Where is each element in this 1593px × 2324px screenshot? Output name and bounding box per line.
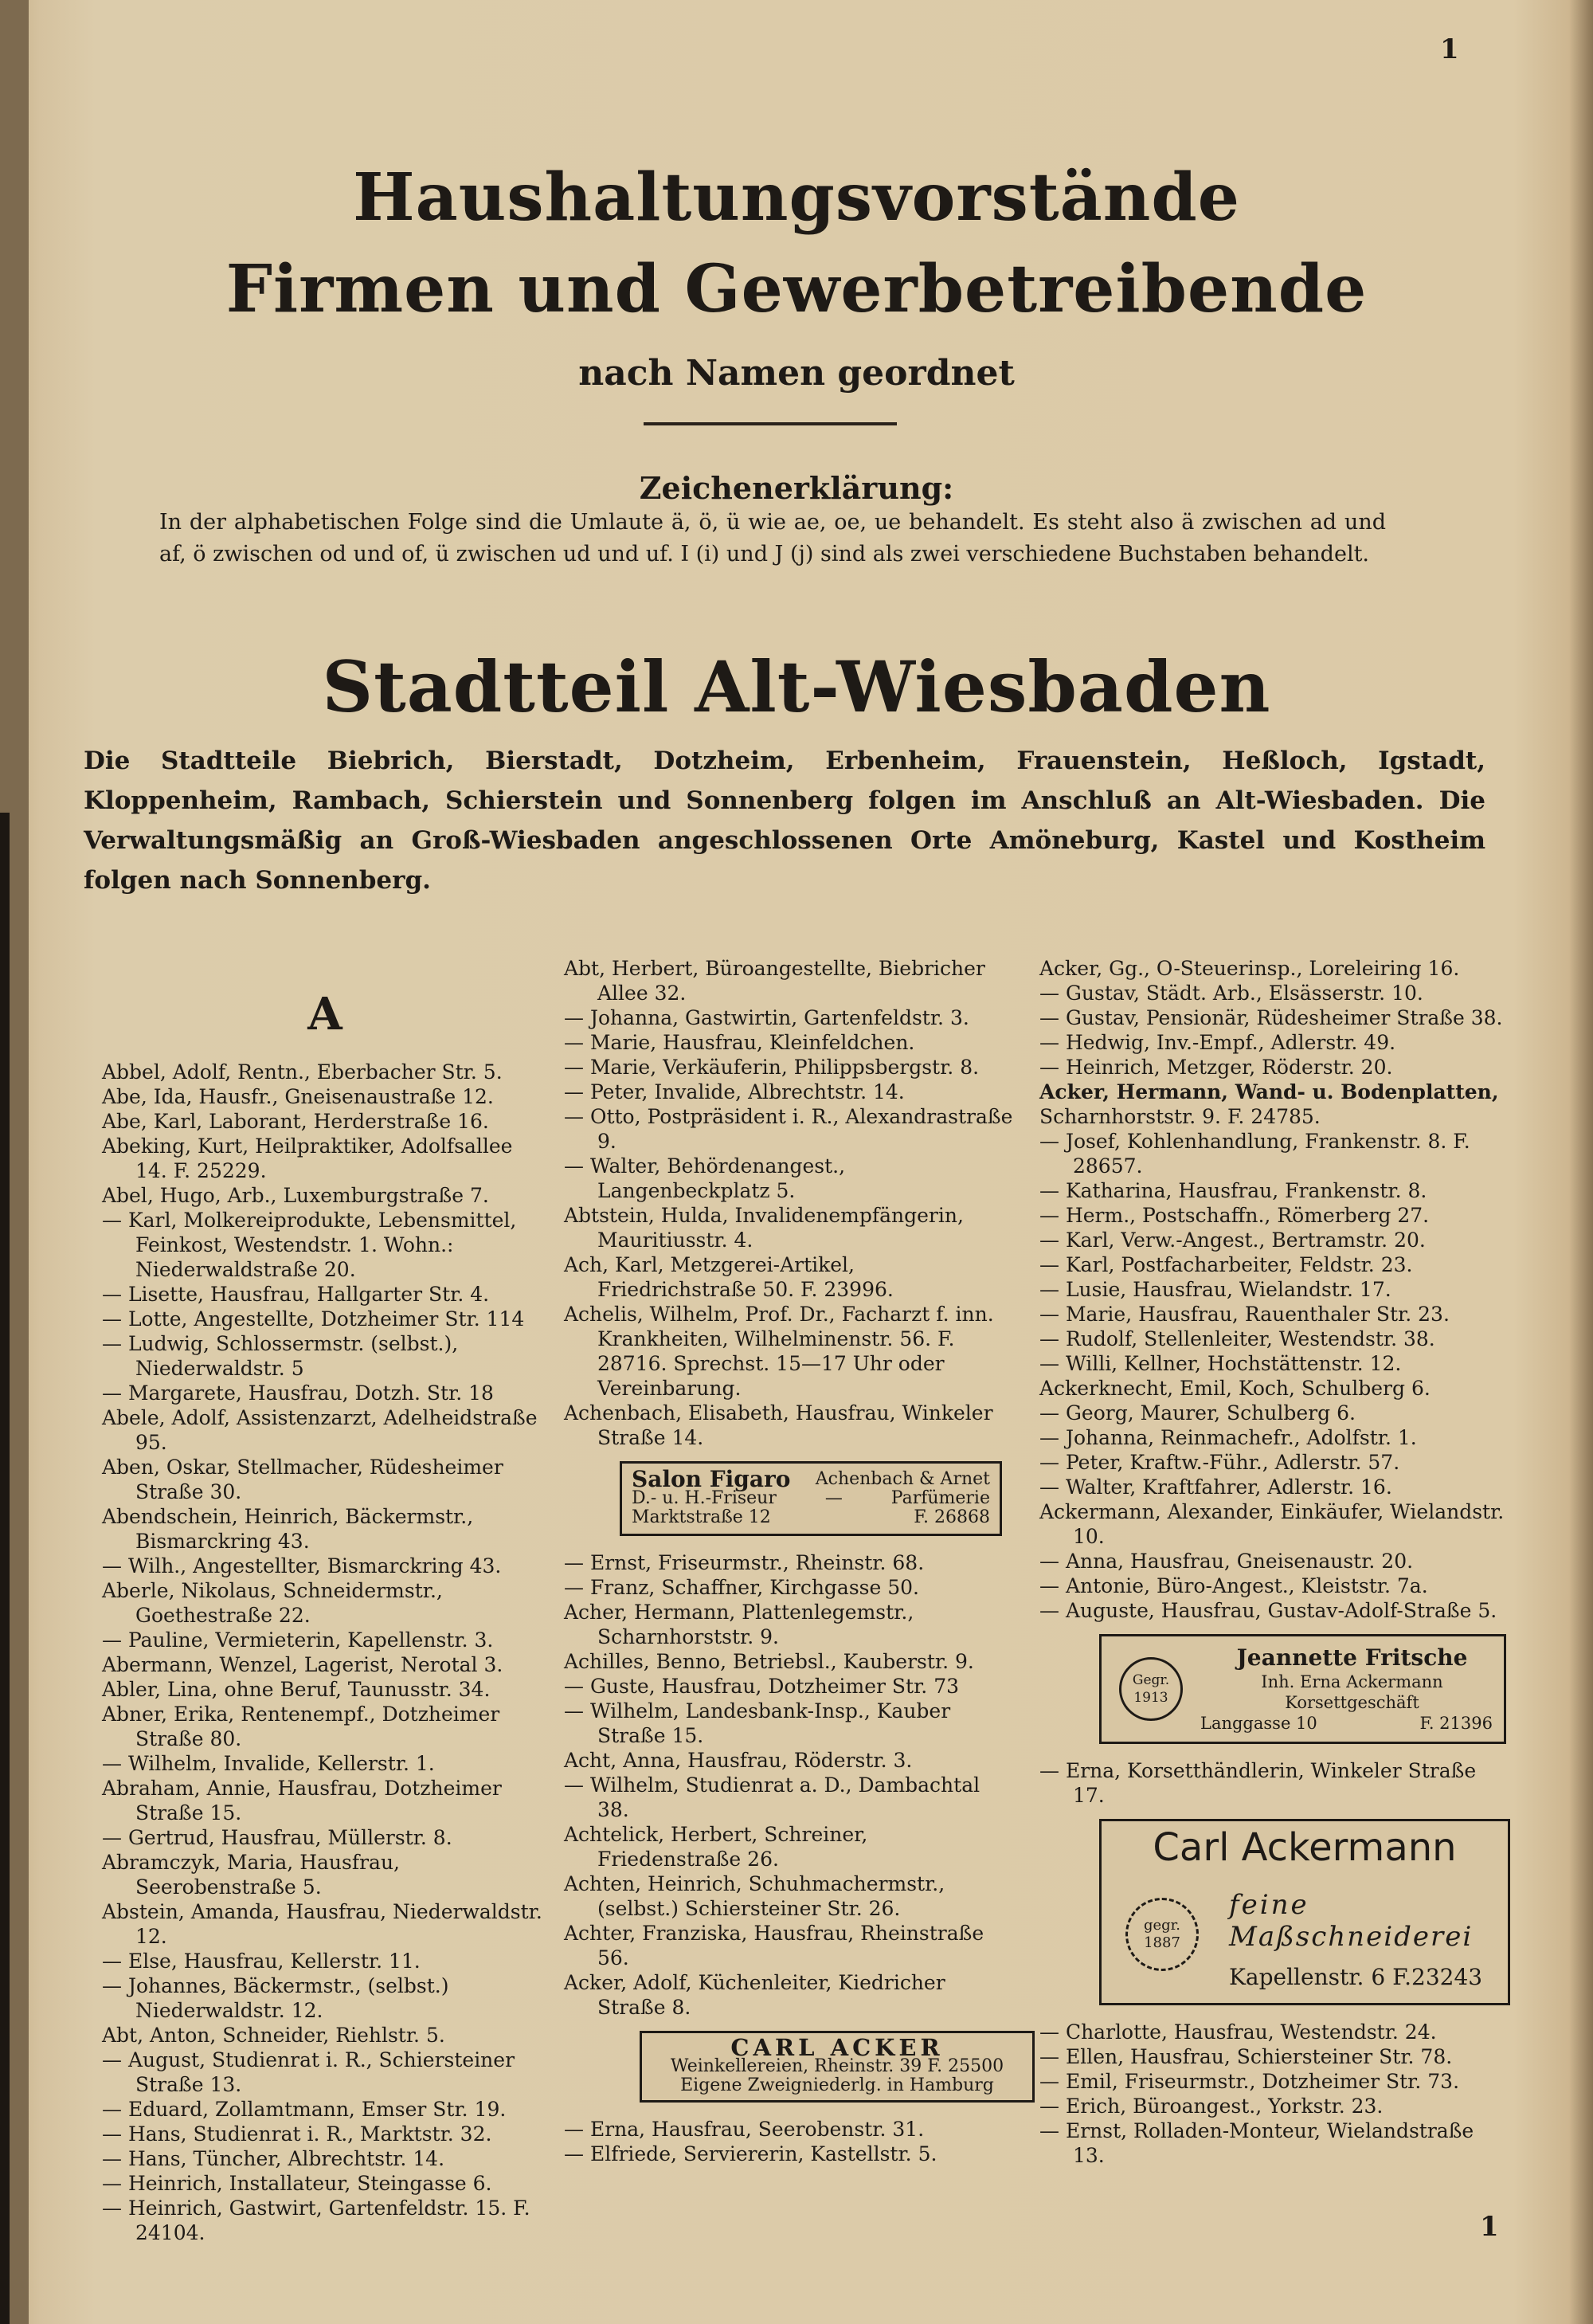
directory-entry: — Auguste, Hausfrau, Gustav-Adolf-Straße 5. [1039, 1599, 1497, 1622]
directory-entry: — Wilhelm, Studienrat a. D., Dambachtal 38. [564, 1773, 980, 1821]
figaro-dash: — [824, 1488, 843, 1508]
directory-entry: — Rudolf, Stellenleiter, Westendstr. 38. [1039, 1327, 1435, 1350]
directory-entry: Abler, Lina, ohne Beruf, Taunusstr. 34. [102, 1678, 491, 1701]
directory-entry: — Herm., Postschaffn., Römerberg 27. [1039, 1204, 1430, 1227]
district-intro: Die Stadtteile Biebrich, Bierstadt, Dotzheim, Erbenheim, Frauenstein, Heßloch, Igstadt, Kloppenheim, Rambach, Schierstein und Sonnenberg folgen im Anschluß an Alt-Wiesbaden. Die Verwaltungsmäßig an Groß-Wiesbaden angeschlossenen Orte Amöneburg, Kastel und Kostheim folgen nach Sonnenberg. [84, 747, 1485, 895]
directory-entry: Achilles, Benno, Betriebsl., Kauberstr. 9. [564, 1650, 974, 1673]
directory-entry: — Hedwig, Inv.-Empf., Adlerstr. 49. [1039, 1031, 1396, 1054]
directory-entry: — Ernst, Rolladen-Monteur, Wielandstraße 13. [1039, 2119, 1474, 2167]
directory-entry: — Hans, Tüncher, Albrechtstr. 14. [102, 2147, 445, 2170]
directory-entry: Abe, Ida, Hausfr., Gneisenaustraße 12. [102, 1085, 494, 1108]
figaro-perfume: Parfümerie [890, 1488, 990, 1508]
directory-entry: — Heinrich, Installateur, Steingasse 6. [102, 2172, 492, 2195]
figaro-address: Marktstraße 12 [632, 1507, 771, 1527]
ackermann-seal-label: gegr. [1143, 1917, 1181, 1934]
fritsche-phone: F. 21396 [1419, 1714, 1493, 1733]
directory-entry: — Guste, Hausfrau, Dotzheimer Str. 73 [564, 1675, 960, 1698]
fritsche-business: Korsettgeschäft [1285, 1693, 1419, 1712]
directory-entry: — Ellen, Hausfrau, Schiersteiner Str. 78. [1039, 2045, 1453, 2068]
directory-entry: — Lotte, Angestellte, Dotzheimer Str. 114 [102, 1307, 525, 1331]
ackermann-tagline-1: feine [1229, 1889, 1309, 1921]
ackermann-name: Carl Ackermann [1153, 1825, 1457, 1870]
directory-entry: Abt, Anton, Schneider, Riehlstr. 5. [102, 2024, 445, 2047]
directory-entry: — Heinrich, Metzger, Röderstr. 20. [1039, 1056, 1393, 1079]
ad-carl-acker [640, 2031, 1035, 2103]
directory-entry: — Johanna, Reinmachefr., Adolfstr. 1. [1039, 1426, 1417, 1449]
directory-entry: — Walter, Behördenangest., Langenbeckplatz 5. [564, 1154, 846, 1202]
directory-entry: Achelis, Wilhelm, Prof. Dr., Facharzt f. inn. Krankheiten, Wilhelminenstr. 56. F. 28716. Sprechst. 15—17 Uhr oder Vereinbarung. [564, 1303, 994, 1400]
directory-entry: — Heinrich, Gastwirt, Gartenfeldstr. 15. F. 24104. [102, 2197, 530, 2244]
directory-entry: Abtstein, Hulda, Invalidenempfängerin, Mauritiusstr. 4. [564, 1204, 964, 1252]
directory-entry: Abendschein, Heinrich, Bäckermstr., Bismarckring 43. [102, 1505, 474, 1553]
page-number-bottom: 1 [1480, 2211, 1499, 2243]
directory-entry: — Eduard, Zollamtmann, Emser Str. 19. [102, 2098, 507, 2121]
ackermann-seal-year: 1887 [1144, 1934, 1180, 1951]
title-line-1: Haushaltungsvorstände [353, 159, 1240, 236]
directory-entry: — Walter, Kraftfahrer, Adlerstr. 16. [1039, 1476, 1392, 1499]
directory-entry: Abel, Hugo, Arb., Luxemburgstraße 7. [102, 1184, 489, 1207]
fritsche-seal-year: 1913 [1133, 1690, 1168, 1706]
directory-entry: Achtelick, Herbert, Schreiner, Friedenstraße 26. [564, 1823, 868, 1871]
column-3-entries-b [1039, 1104, 1505, 1623]
directory-entry: Aben, Oskar, Stellmacher, Rüdesheimer Straße 30. [102, 1456, 503, 1503]
directory-entry: — Erna, Hausfrau, Seerobenstr. 31. [564, 2118, 925, 2141]
directory-entry: — Erich, Büroangest., Yorkstr. 23. [1039, 2095, 1384, 2118]
directory-entry: Abermann, Wenzel, Lagerist, Nerotal 3. [102, 1653, 503, 1676]
directory-entry: — Elfriede, Serviererin, Kastellstr. 5. [564, 2142, 937, 2165]
directory-entry: — Ludwig, Schlossermstr. (selbst.), Niederwaldstr. 5 [102, 1332, 459, 1380]
directory-entry: — Erna, Korsetthändlerin, Winkeler Straße 17. [1039, 1759, 1477, 1807]
directory-entry: — Peter, Kraftw.-Führ., Adlerstr. 57. [1039, 1451, 1400, 1474]
directory-entry: — Georg, Maurer, Schulberg 6. [1039, 1401, 1356, 1425]
column-3-entries-c [1039, 1758, 1505, 1808]
directory-entry: Acker, Adolf, Küchenleiter, Kiedricher Straße 8. [564, 1971, 945, 2019]
spine-shadow [0, 813, 10, 2324]
directory-entry: — August, Studienrat i. R., Schiersteiner Straße 13. [102, 2048, 515, 2096]
directory-entry: — Johanna, Gastwirtin, Gartenfeldstr. 3. [564, 1006, 969, 1029]
acker-line-3: Eigene Zweigniederlg. in Hamburg [680, 2075, 994, 2095]
directory-entry: — Else, Hausfrau, Kellerstr. 11. [102, 1950, 421, 1973]
directory-entry: — Wilhelm, Invalide, Kellerstr. 1. [102, 1752, 435, 1775]
directory-entry: — Karl, Postfacharbeiter, Feldstr. 23. [1039, 1253, 1413, 1276]
directory-entry: — Hans, Studienrat i. R., Marktstr. 32. [102, 2122, 492, 2146]
acker-line-2: Weinkellereien, Rheinstr. 39 F. 25500 [670, 2056, 1004, 2076]
directory-entry: — Johannes, Bäckermstr., (selbst.) Niederwaldstr. 12. [102, 1974, 449, 2022]
directory-entry: — Marie, Hausfrau, Rauenthaler Str. 23. [1039, 1303, 1450, 1326]
directory-entry: — Peter, Invalide, Albrechtstr. 14. [564, 1080, 905, 1103]
directory-entry: Scharnhorststr. 9. F. 24785. [1039, 1105, 1321, 1128]
figaro-service: D.- u. H.-Friseur [632, 1488, 777, 1508]
directory-entry: Ackerknecht, Emil, Koch, Schulberg 6. [1039, 1377, 1431, 1400]
founded-seal-icon [1119, 1657, 1183, 1721]
figaro-phone: F. 26868 [914, 1507, 990, 1527]
ad-salon-figaro [620, 1461, 1002, 1536]
directory-entry: Achten, Heinrich, Schuhmachermstr., (selbst.) Schiersteiner Str. 26. [564, 1872, 945, 1920]
directory-entry: Achter, Franziska, Hausfrau, Rheinstraße 56. [564, 1922, 984, 1969]
directory-entry: — Pauline, Vermieterin, Kapellenstr. 3. [102, 1628, 494, 1652]
directory-entry: — Marie, Verkäuferin, Philippsbergstr. 8. [564, 1056, 980, 1079]
directory-entry: — Josef, Kohlenhandlung, Frankenstr. 8. F. 28657. [1039, 1130, 1470, 1178]
fritsche-owner: Inh. Erna Ackermann [1261, 1672, 1443, 1691]
title-line-2: Firmen und Gewerbetreibende [225, 251, 1368, 327]
ackermann-address: Kapellenstr. 6 F.23243 [1229, 1964, 1483, 1990]
directory-entry: — Katharina, Hausfrau, Frankenstr. 8. [1039, 1179, 1427, 1202]
directory-entry: Abner, Erika, Rentenempf., Dotzheimer Straße 80. [102, 1703, 500, 1750]
fritsche-address: Langgasse 10 [1200, 1714, 1317, 1733]
laurel-seal-icon [1125, 1898, 1199, 1971]
directory-entry: Abraham, Annie, Hausfrau, Dotzheimer Straße 15. [102, 1777, 502, 1824]
directory-entry: — Anna, Hausfrau, Gneisenaustr. 20. [1039, 1550, 1414, 1573]
column-1 [102, 956, 548, 2245]
title-rule [644, 422, 897, 425]
page-number-top: 1 [1440, 33, 1459, 65]
directory-entry: Acht, Anna, Hausfrau, Röderstr. 3. [564, 1749, 913, 1772]
figaro-owner: Achenbach & Arnet [815, 1469, 990, 1489]
fritsche-name: Jeannette Fritsche [1236, 1644, 1468, 1671]
figaro-name: Salon Figaro [632, 1466, 791, 1492]
fritsche-seal-label: Gegr. [1132, 1672, 1170, 1688]
directory-entry: Achenbach, Elisabeth, Hausfrau, Winkeler Straße 14. [564, 1401, 993, 1449]
column-3-entries-a [1039, 956, 1505, 1080]
directory-entry: — Gustav, Städt. Arb., Elsässerstr. 10. [1039, 982, 1423, 1005]
directory-entry: Abele, Adolf, Assistenzarzt, Adelheidstraße 95. [102, 1406, 538, 1454]
directory-entry: — Lusie, Hausfrau, Wielandstr. 17. [1039, 1278, 1391, 1301]
directory-entry: — Marie, Hausfrau, Kleinfeldchen. [564, 1031, 915, 1054]
directory-entry: Acker, Gg., O-Steuerinsp., Loreleiring 16. [1039, 957, 1460, 980]
column-3 [1039, 956, 1505, 2168]
directory-entry: — Lisette, Hausfrau, Hallgarter Str. 4. [102, 1283, 490, 1306]
column-2-entries-a [564, 956, 1014, 1450]
directory-entry: — Margarete, Hausfrau, Dotzh. Str. 18 [102, 1381, 494, 1405]
directory-entry: Abramczyk, Maria, Hausfrau, Seerobenstraße 5. [102, 1851, 400, 1899]
ackermann-tagline-2: Maßschneiderei [1229, 1921, 1474, 1953]
directory-entry: — Karl, Molkereiprodukte, Lebensmittel, Feinkost, Westendstr. 1. Wohn.: Niederwaldstraße 20. [102, 1209, 517, 1281]
section-letter: A [307, 988, 342, 1041]
column-2-entries-c [564, 2117, 1014, 2166]
directory-entry: Ach, Karl, Metzgerei-Artikel, Friedrichstraße 50. F. 23996. [564, 1253, 894, 1301]
firm-entry: Acker, Hermann, Wand- u. Bodenplatten, [1039, 1080, 1499, 1103]
legend-text: In der alphabetischen Folge sind die Umlaute ä, ö, ü wie ae, oe, ue behandelt. Es steht also ä zwischen ad und af, ö zwischen od und of, ü zwischen ud und uf. I (i) und J (j) sind als zwei verschiedene Buchstaben behandelt. [159, 510, 1386, 566]
column-2-entries-b [564, 1550, 1014, 2020]
directory-entry: Abe, Karl, Laborant, Herderstraße 16. [102, 1110, 489, 1133]
directory-entry: Aberle, Nikolaus, Schneidermstr., Goethestraße 22. [102, 1579, 443, 1627]
directory-entry: — Wilhelm, Landesbank-Insp., Kauber Straße 15. [564, 1699, 951, 1747]
subtitle: nach Namen geordnet [578, 353, 1015, 394]
directory-entry: — Emil, Friseurmstr., Dotzheimer Str. 73. [1039, 2070, 1460, 2093]
fritsche-text [1200, 1644, 1504, 1734]
directory-entry: — Gustav, Pensionär, Rüdesheimer Straße 38. [1039, 1006, 1503, 1029]
directory-entry: — Ernst, Friseurmstr., Rheinstr. 68. [564, 1551, 925, 1574]
directory-entry: Abbel, Adolf, Rentn., Eberbacher Str. 5. [102, 1060, 503, 1084]
directory-entry: Acher, Hermann, Plattenlegemstr., Scharnhorststr. 9. [564, 1601, 914, 1648]
directory-entry: — Antonie, Büro-Angest., Kleiststr. 7a. [1039, 1574, 1428, 1597]
acker-name: CARL ACKER [730, 2034, 944, 2061]
directory-entry: — Gertrud, Hausfrau, Müllerstr. 8. [102, 1826, 452, 1849]
column-1-entries [102, 1060, 548, 2245]
directory-entry: — Charlotte, Hausfrau, Westendstr. 24. [1039, 2020, 1437, 2044]
directory-entry: — Willi, Kellner, Hochstättenstr. 12. [1039, 1352, 1402, 1375]
column-3-entries-d [1039, 2020, 1505, 2168]
directory-entry: Abt, Herbert, Büroangestellte, Biebricher Allee 32. [564, 957, 985, 1005]
directory-entry: — Otto, Postpräsident i. R., Alexandrastraße 9. [564, 1105, 1013, 1153]
column-2 [564, 956, 1014, 2166]
directory-entry: Abeking, Kurt, Heilpraktiker, Adolfsallee 14. F. 25229. [102, 1135, 513, 1182]
directory-entry: Abstein, Amanda, Hausfrau, Niederwaldstr. 12. [102, 1900, 542, 1948]
district-title: Stadtteil Alt-Wiesbaden [322, 645, 1271, 728]
legend-title: Zeichenerklärung: [639, 470, 954, 506]
directory-entry: — Franz, Schaffner, Kirchgasse 50. [564, 1576, 919, 1599]
ad-carl-ackermann [1099, 1819, 1510, 2005]
directory-entry: — Karl, Verw.-Angest., Bertramstr. 20. [1039, 1229, 1426, 1252]
ad-jeannette-fritsche [1099, 1634, 1506, 1744]
directory-entry: Ackermann, Alexander, Einkäufer, Wielandstr. 10. [1039, 1500, 1505, 1548]
directory-entry: — Wilh., Angestellter, Bismarckring 43. [102, 1554, 502, 1577]
